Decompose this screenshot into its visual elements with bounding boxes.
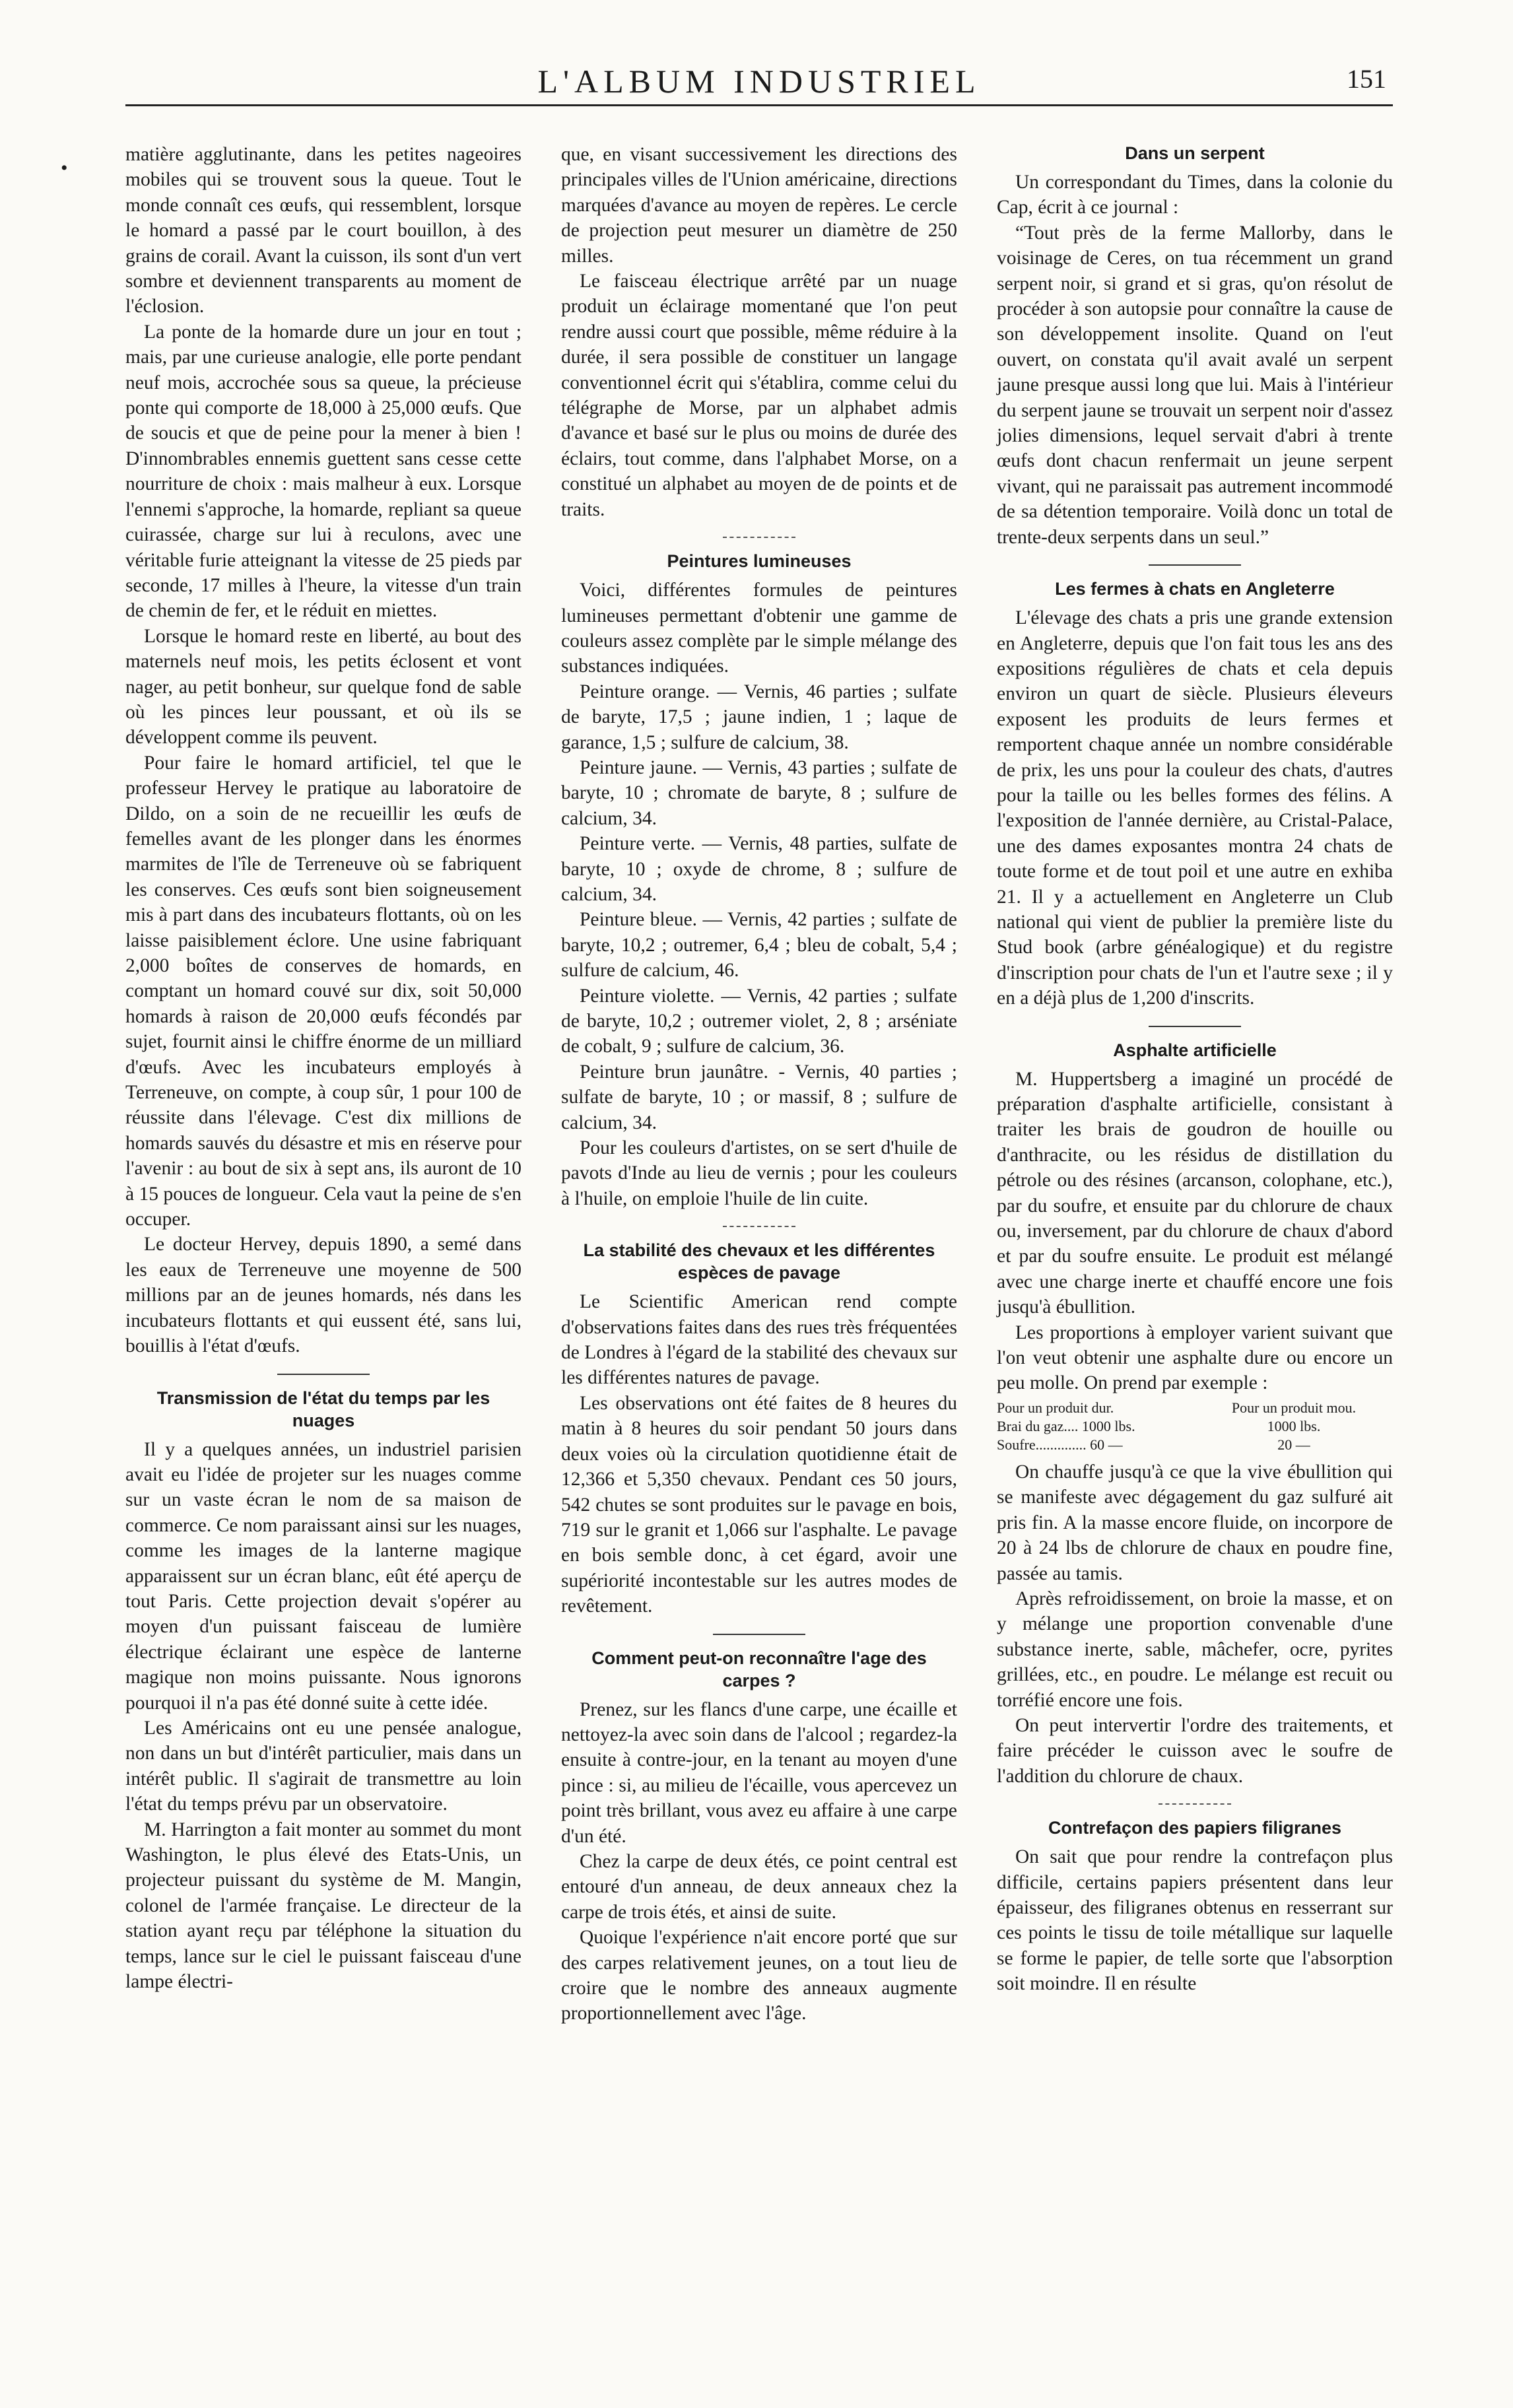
paragraph: Peinture brun jaunâtre. - Vernis, 40 parties ; sulfate de baryte, 10 ; or massif, 8 ; sulfure de calcium, 34. xyxy=(561,1061,957,1133)
journal-title: L'ALBUM INDUSTRIEL xyxy=(537,63,981,100)
article-heading: Transmission de l'état du temps par les nuages xyxy=(156,1388,490,1430)
article-heading: Contrefaçon des papiers filigranes xyxy=(1048,1818,1342,1838)
paragraph: Il y a quelques années, un industriel parisien avait eu l'idée de projeter sur les nuages comme sur un vaste écran le nom de sa maison de commerce. Ce nom paraissant ainsi sur les nuages, comme les images de la lanterne magique apparaissent sur un écran blanc, eût été aperçu de tout Paris. Cette projection devait s'opérer au moyen d'un puissant faisceau de lumière électrique éclairant une espèce de lanterne magique non moins puissante. Nous ignorons pourquoi il n'a pas été donné suite à cette idée. xyxy=(125,1438,521,1714)
paragraph: Peinture verte. — Vernis, 48 parties, sulfate de baryte, 10 ; oxyde de chrome, 8 ; sulfure de calcium, 34. xyxy=(561,833,957,905)
article-heading: Comment peut-on reconnaître l'age des carpes ? xyxy=(591,1648,927,1690)
paragraph: Pour faire le homard artificiel, tel que le professeur Hervey le pratique au laboratoire de Dildo, on a soin de ne recueillir les œufs de femelles avant de les plonger dans les énormes marmites de l'île de Terreneuve où se fabriquent les conserves. Ces œufs sont bien soigneusement mis à part dans des incubateurs flottants, où on les laisse paisiblement éclore. Une usine fabriquant 2,000 boîtes de conserves de homards, en comptant un homard couvé sur dix, soit 50,000 homards à raison de 20,000 œufs fécondés par sujet, fournit ainsi le chiffre énorme de un milliard d'œufs. Avec les incubateurs employés à Terreneuve, on compte, à coup sûr, 1 pour 100 de réussite dans l'élevage. C'est dix millions de homards sauvés du désastre et mis en réserve pour l'avenir : au bout de six à sept ans, ils auront de 10 à 15 pouces de longueur. Cela vaut la peine de s'en occuper. xyxy=(125,752,521,1230)
section-divider xyxy=(1149,564,1241,566)
paragraph: Peinture jaune. — Vernis, 43 parties ; sulfate de baryte, 10 ; chromate de baryte, 8 ; sulfure de calcium, 34. xyxy=(561,756,957,829)
proportions-table xyxy=(997,1399,1393,1454)
article-heading: La stabilité des chevaux et les différentes espèces de pavage xyxy=(583,1240,935,1283)
paragraph: On peut intervertir l'ordre des traitements, et faire précéder le cuisson avec le soufre de l'addition du chlorure de chaux. xyxy=(997,1714,1393,1787)
paragraph: Pour les couleurs d'artistes, on se sert d'huile de pavots d'Inde au lieu de vernis ; pour les couleurs à l'huile, on emploie l'huile de lin cuite. xyxy=(561,1137,957,1209)
table-header: Pour un produit dur. xyxy=(997,1399,1114,1416)
paragraph: Quoique l'expérience n'ait encore porté que sur des carpes relativement jeunes, on a tout lieu de croire que le nombre des anneaux augmente proportionnellement avec l'âge. xyxy=(561,1927,957,2024)
margin-mark: • xyxy=(61,157,68,179)
section-divider xyxy=(1159,1803,1231,1805)
column-3 xyxy=(997,142,1393,1997)
section-divider xyxy=(723,1226,795,1227)
table-row xyxy=(997,1436,1393,1454)
table-cell: 1000 lbs. xyxy=(1267,1417,1321,1434)
paragraph: La ponte de la homarde dure un jour en tout ; mais, par une curieuse analogie, elle porte pendant neuf mois, accrochée sous sa queue, la précieuse ponte qui comporte de 18,000 à 25,000 œufs. Que de soucis et que de peine pour la mener à bien ! D'innombrables ennemis guettent sans cesse cette nourriture de choix : mais malheur à eux. Lorsque l'ennemi s'approche, la homarde, repliant sa queue cuirassée, charge sur lui à reculons, avec une véritable furie atteignant la vitesse de 25 pieds par seconde, 17 milles à l'heure, la vitesse d'un train de chemin de fer, et le réduit en miettes. xyxy=(125,321,521,622)
paragraph: Un correspondant du Times, dans la colonie du Cap, écrit à ce journal : xyxy=(997,172,1393,218)
table-cell: Soufre.............. 60 — xyxy=(997,1436,1123,1453)
article-heading: Peintures lumineuses xyxy=(667,551,852,572)
paragraph: Le faisceau électrique arrêté par un nuage produit un éclairage momentané que l'on peut rendre aussi court que possible, même réduire à la durée, il sera possible de constituer un langage conventionnel écrit qui s'établira, comme celui du télégraphe de Morse, par un alphabet admis d'avance et basé sur le plus ou moins de durée des éclairs, tout comme, dans l'alphabet Morse, on a constitué un alphabet au moyen de de points et de traits. xyxy=(561,271,957,520)
table-header: Pour un produit mou. xyxy=(1231,1399,1357,1416)
article-heading: Asphalte artificielle xyxy=(1113,1040,1277,1060)
table-cell: Brai du gaz.... 1000 lbs. xyxy=(997,1417,1135,1434)
table-row xyxy=(997,1417,1393,1436)
paragraph: Les proportions à employer varient suivant que l'on veut obtenir une asphalte dure ou encore un peu molle. On prend par exemple : xyxy=(997,1321,1393,1394)
article-heading: Dans un serpent xyxy=(1125,143,1265,163)
paragraph: Le docteur Hervey, depuis 1890, a semé dans les eaux de Terreneuve une moyenne de 500 millions par an de jeunes homards, nés dans les incubateurs flottants et qui eussent été, sans lui, bouillis à l'état d'œufs. xyxy=(125,1234,521,1357)
paragraph: Le Scientific American rend compte d'observations faites dans des rues très fréquentées de Londres à l'égard de la stabilité des chevaux sur les différentes natures de pavage. xyxy=(561,1291,957,1389)
section-divider xyxy=(723,537,795,538)
paragraph: Peinture orange. — Vernis, 46 parties ; sulfate de baryte, 17,5 ; jaune indien, 1 ; laque de garance, 1,5 ; sulfure de calcium, 38. xyxy=(561,681,957,753)
paragraph: que, en visant successivement les directions des principales villes de l'Union américaine, directions marquées d'avance au moyen de repères. Le cercle de projection peut mesurer un diamètre de 250 milles. xyxy=(561,144,957,267)
paragraph: On sait que pour rendre la contrefaçon plus difficile, certains papiers présentent dans leur épaisseur, des filigranes obtenus en resserrant sur ces points le tissu de toile métallique sur laquelle se forme le papier, de telle sorte que l'absorption soit moindre. Il en résulte xyxy=(997,1846,1393,1995)
page-number: 151 xyxy=(1347,64,1386,94)
article-heading: Les fermes à chats en Angleterre xyxy=(1055,579,1335,599)
section-divider xyxy=(277,1374,370,1375)
column-1 xyxy=(125,142,521,1994)
paragraph: Après refroidissement, on broie la masse, et on y mélange une proportion convenable d'une substance inerte, sable, mâchefer, ocre, pyrites grillées, etc., en poudre. Le mélange est recuit ou torréfié encore une fois. xyxy=(997,1588,1393,1711)
paragraph: Peinture bleue. — Vernis, 42 parties ; sulfate de baryte, 10,2 ; outremer, 6,4 ; bleu de cobalt, 5,4 ; sulfure de calcium, 46. xyxy=(561,909,957,982)
paragraph: M. Harrington a fait monter au sommet du mont Washington, le plus élevé des Etats-Unis, un projecteur puissant du système de M. Mangin, colonel de l'armée française. Le directeur de la station ayant reçu par téléphone la situation du temps, lance sur le ciel le puissant faisceau d'une lampe électri- xyxy=(125,1819,521,1993)
paragraph: matière agglutinante, dans les petites nageoires mobiles qui se trouvent sous la queue. Tout le monde connaît ces œufs, qui ressemblent, lorsque le homard a passé par le court bouillon, à des grains de corail. Avant la cuisson, ils sont d'un vert sombre et deviennent transparents au moment de l'éclosion. xyxy=(125,144,521,318)
paragraph: Lorsque le homard reste en liberté, au bout des maternels neuf mois, les petits éclosent et vont nager, au petit bonheur, sur quelque fond de sable où les pinces leur poussant, et où ils se développent comme ils peuvent. xyxy=(125,625,521,749)
column-2 xyxy=(561,142,957,2026)
table-cell: 20 — xyxy=(1277,1436,1310,1453)
paragraph: “Tout près de la ferme Mallorby, dans le voisinage de Ceres, on tua récemment un grand serpent noir, si grand et si gras, qu'on résolut de procéder à son autopsie pour connaître la cause de son développement insolite. Quand on l'eut ouvert, on constata qu'il avait avalé un serpent jaune presque aussi long que lui. Mais à l'intérieur du serpent jaune se trouvait un serpent noir d'assez jolies dimensions, lequel servait d'abri à trente œufs dont chacun renfermait un jeune serpent vivant, qui ne paraissait pas autrement incommodé de sa détention temporaire. Voilà donc un total de trente-deux serpents dans un seul.” xyxy=(997,222,1393,548)
table-row xyxy=(997,1399,1393,1417)
page-header xyxy=(125,58,1393,106)
paragraph: Les Américains ont eu une pensée analogue, non dans un but d'intérêt particulier, mais dans un intérêt public. Il s'agirait de transmettre au loin l'état du temps prévu par un observatoire. xyxy=(125,1717,521,1815)
paragraph: Les observations ont été faites de 8 heures du matin à 8 heures du soir pendant 50 jours dans deux voies où la circulation quotidienne était de 12,366 et 5,350 chevaux. Pendant ces 50 jours, 542 chutes se sont produites sur le pavage en bois, 719 sur le granit et 1,066 sur l'asphalte. Le pavage en bois semble donc, à cet égard, avoir une supériorité incontestable sur les autres modes de revêtement. xyxy=(561,1392,957,1617)
paragraph: Prenez, sur les flancs d'une carpe, une écaille et nettoyez-la avec soin dans de l'alcool ; regardez-la ensuite à contre-jour, en la tenant au moyen d'une pince : si, au milieu de l'écaille, vous apercevez un point très brillant, vous avez eu affaire à une carpe d'un été. xyxy=(561,1698,957,1847)
paragraph: Peinture violette. — Vernis, 42 parties ; sulfate de baryte, 10,2 ; outremer violet, 2, 8 ; arséniate de cobalt, 9 ; sulfure de calcium, 36. xyxy=(561,985,957,1057)
paragraph: Chez la carpe de deux étés, ce point central est entouré d'un anneau, de deux anneaux chez la carpe de trois étés, et ainsi de suite. xyxy=(561,1850,957,1923)
paragraph: Voici, différentes formules de peintures lumineuses permettant d'obtenir une gamme de couleurs assez complète par le simple mélange des substances indiquées. xyxy=(561,580,957,677)
section-divider xyxy=(713,1634,805,1635)
paragraph: M. Huppertsberg a imaginé un procédé de préparation d'asphalte artificielle, consistant à traiter les brais de goudron de houille ou d'anthracite, ou les résidus de distillation du pétrole ou des résines (arcanson, colophane, etc.), par du soufre, et ensuite par du chlorure de chaux ou, inversement, par du chlorure de chaux d'abord et par du soufre ensuite. Le produit est mélangé avec une charge inerte et chauffé encore une fois jusqu'à ébullition. xyxy=(997,1068,1393,1318)
paragraph: On chauffe jusqu'à ce que la vive ébullition qui se manifeste avec dégagement du gaz sulfuré ait pris fin. A la masse encore fluide, on incorpore de 20 à 24 lbs de chlorure de chaux en poudre fine, passée au tamis. xyxy=(997,1461,1393,1584)
section-divider xyxy=(1149,1026,1241,1027)
paragraph: L'élevage des chats a pris une grande extension en Angleterre, depuis que l'on fait tous les ans des expositions régulières de chats et cela depuis environ un quart de siècle. Plusieurs éleveurs exposent les produits de leurs fermes et remportent chaque année un nombre considérable de prix, les uns pour la couleur des chats, d'autres pour la taille ou les belles formes des félins. A l'exposition de l'année dernière, au Cristal-Palace, une des dames exposantes montra 24 chats de toute forme et de tout poil et une autre en exhiba 21. Il y a actuellement en Angleterre un Club national qui vient de publier la première liste du Stud book (arbre généalogique) et du registre d'inscription pour chats de l'un et l'autre sexe ; il y en a déjà plus de 1,200 d'inscrits. xyxy=(997,607,1393,1009)
